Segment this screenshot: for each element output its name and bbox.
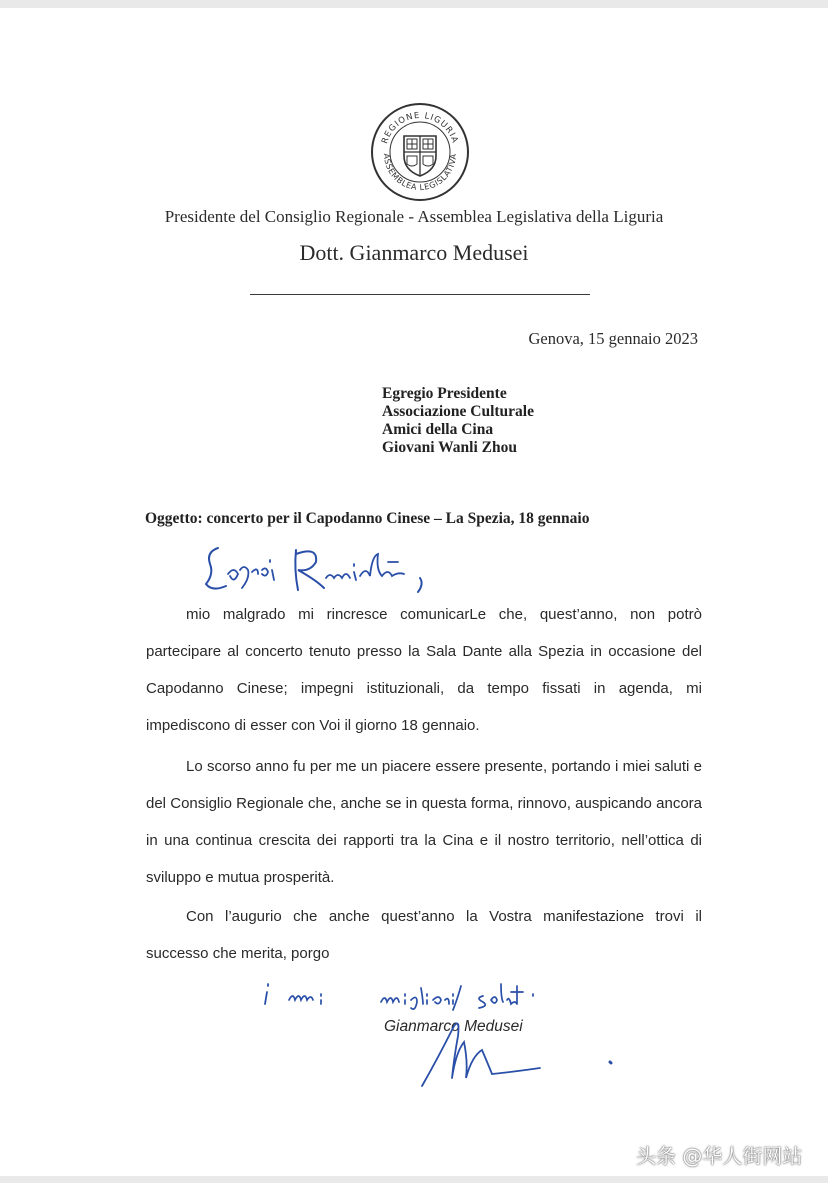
body-paragraph-2 xyxy=(146,748,702,896)
svg-text:i miei migliori saluti.: i miei migliori saluti. xyxy=(255,972,264,973)
recipient-line: Giovani Wanli Zhou xyxy=(382,439,517,456)
date-line: Genova, 15 gennaio 2023 xyxy=(528,329,698,348)
signature xyxy=(412,1012,632,1092)
paragraph-text: Con l’augurio che anche quest’anno la Vostra manifestazione trovi il successo che merita, porgo xyxy=(146,908,702,962)
watermark: 头条 @华人街网站 xyxy=(636,1144,803,1168)
handwritten-salutation xyxy=(198,540,448,600)
office-title: Presidente del Consiglio Regionale - Assemblea Legislativa della Liguria xyxy=(164,207,664,226)
bottom-border xyxy=(0,1176,828,1183)
president-name: Dott. Gianmarco Medusei xyxy=(299,240,529,265)
svg-text:ASSEMBLEA LEGISLATIVA: ASSEMBLEA LEGISLATIVA xyxy=(381,153,459,193)
svg-text:REGIONE LIGURIA: REGIONE LIGURIA xyxy=(380,110,460,146)
top-border xyxy=(0,0,828,8)
subject-line: Oggetto: concerto per il Capodanno Cinese – La Spezia, 18 gennaio xyxy=(145,510,590,527)
body-paragraph-3 xyxy=(146,898,702,972)
body-paragraph-1 xyxy=(146,596,702,744)
svg-text:Egregio Presidente,: Egregio Presidente, xyxy=(198,540,206,541)
paragraph-text: mio malgrado mi rincresce comunicarLe che, quest’anno, non potrò partecipare al concerto tenuto presso la Sala Dante alla Spezia in occasione del Capodanno Cinese; impegni istituzionali, da tempo fissati in agenda, mi impediscono di esser con Voi il giorno 18 gennaio. xyxy=(146,606,702,734)
regione-liguria-seal xyxy=(368,100,472,204)
signer-name: Gianmarco Medusei xyxy=(384,1018,523,1035)
header-rule xyxy=(250,294,590,295)
handwritten-closing xyxy=(255,972,595,1012)
recipient-line: Egregio Presidente xyxy=(382,385,507,402)
recipient-block xyxy=(382,385,534,457)
recipient-line: Associazione Culturale xyxy=(382,403,534,420)
recipient-line: Amici della Cina xyxy=(382,421,494,438)
paragraph-text: Lo scorso anno fu per me un piacere essere presente, portando i miei saluti e del Consiglio Regionale che, anche se in questa forma, rinnovo, auspicando ancora in una continua crescita dei rapporti tra la Cina e il nostro territorio, nell’ottica di sviluppo e mutua prosperità. xyxy=(146,758,702,886)
